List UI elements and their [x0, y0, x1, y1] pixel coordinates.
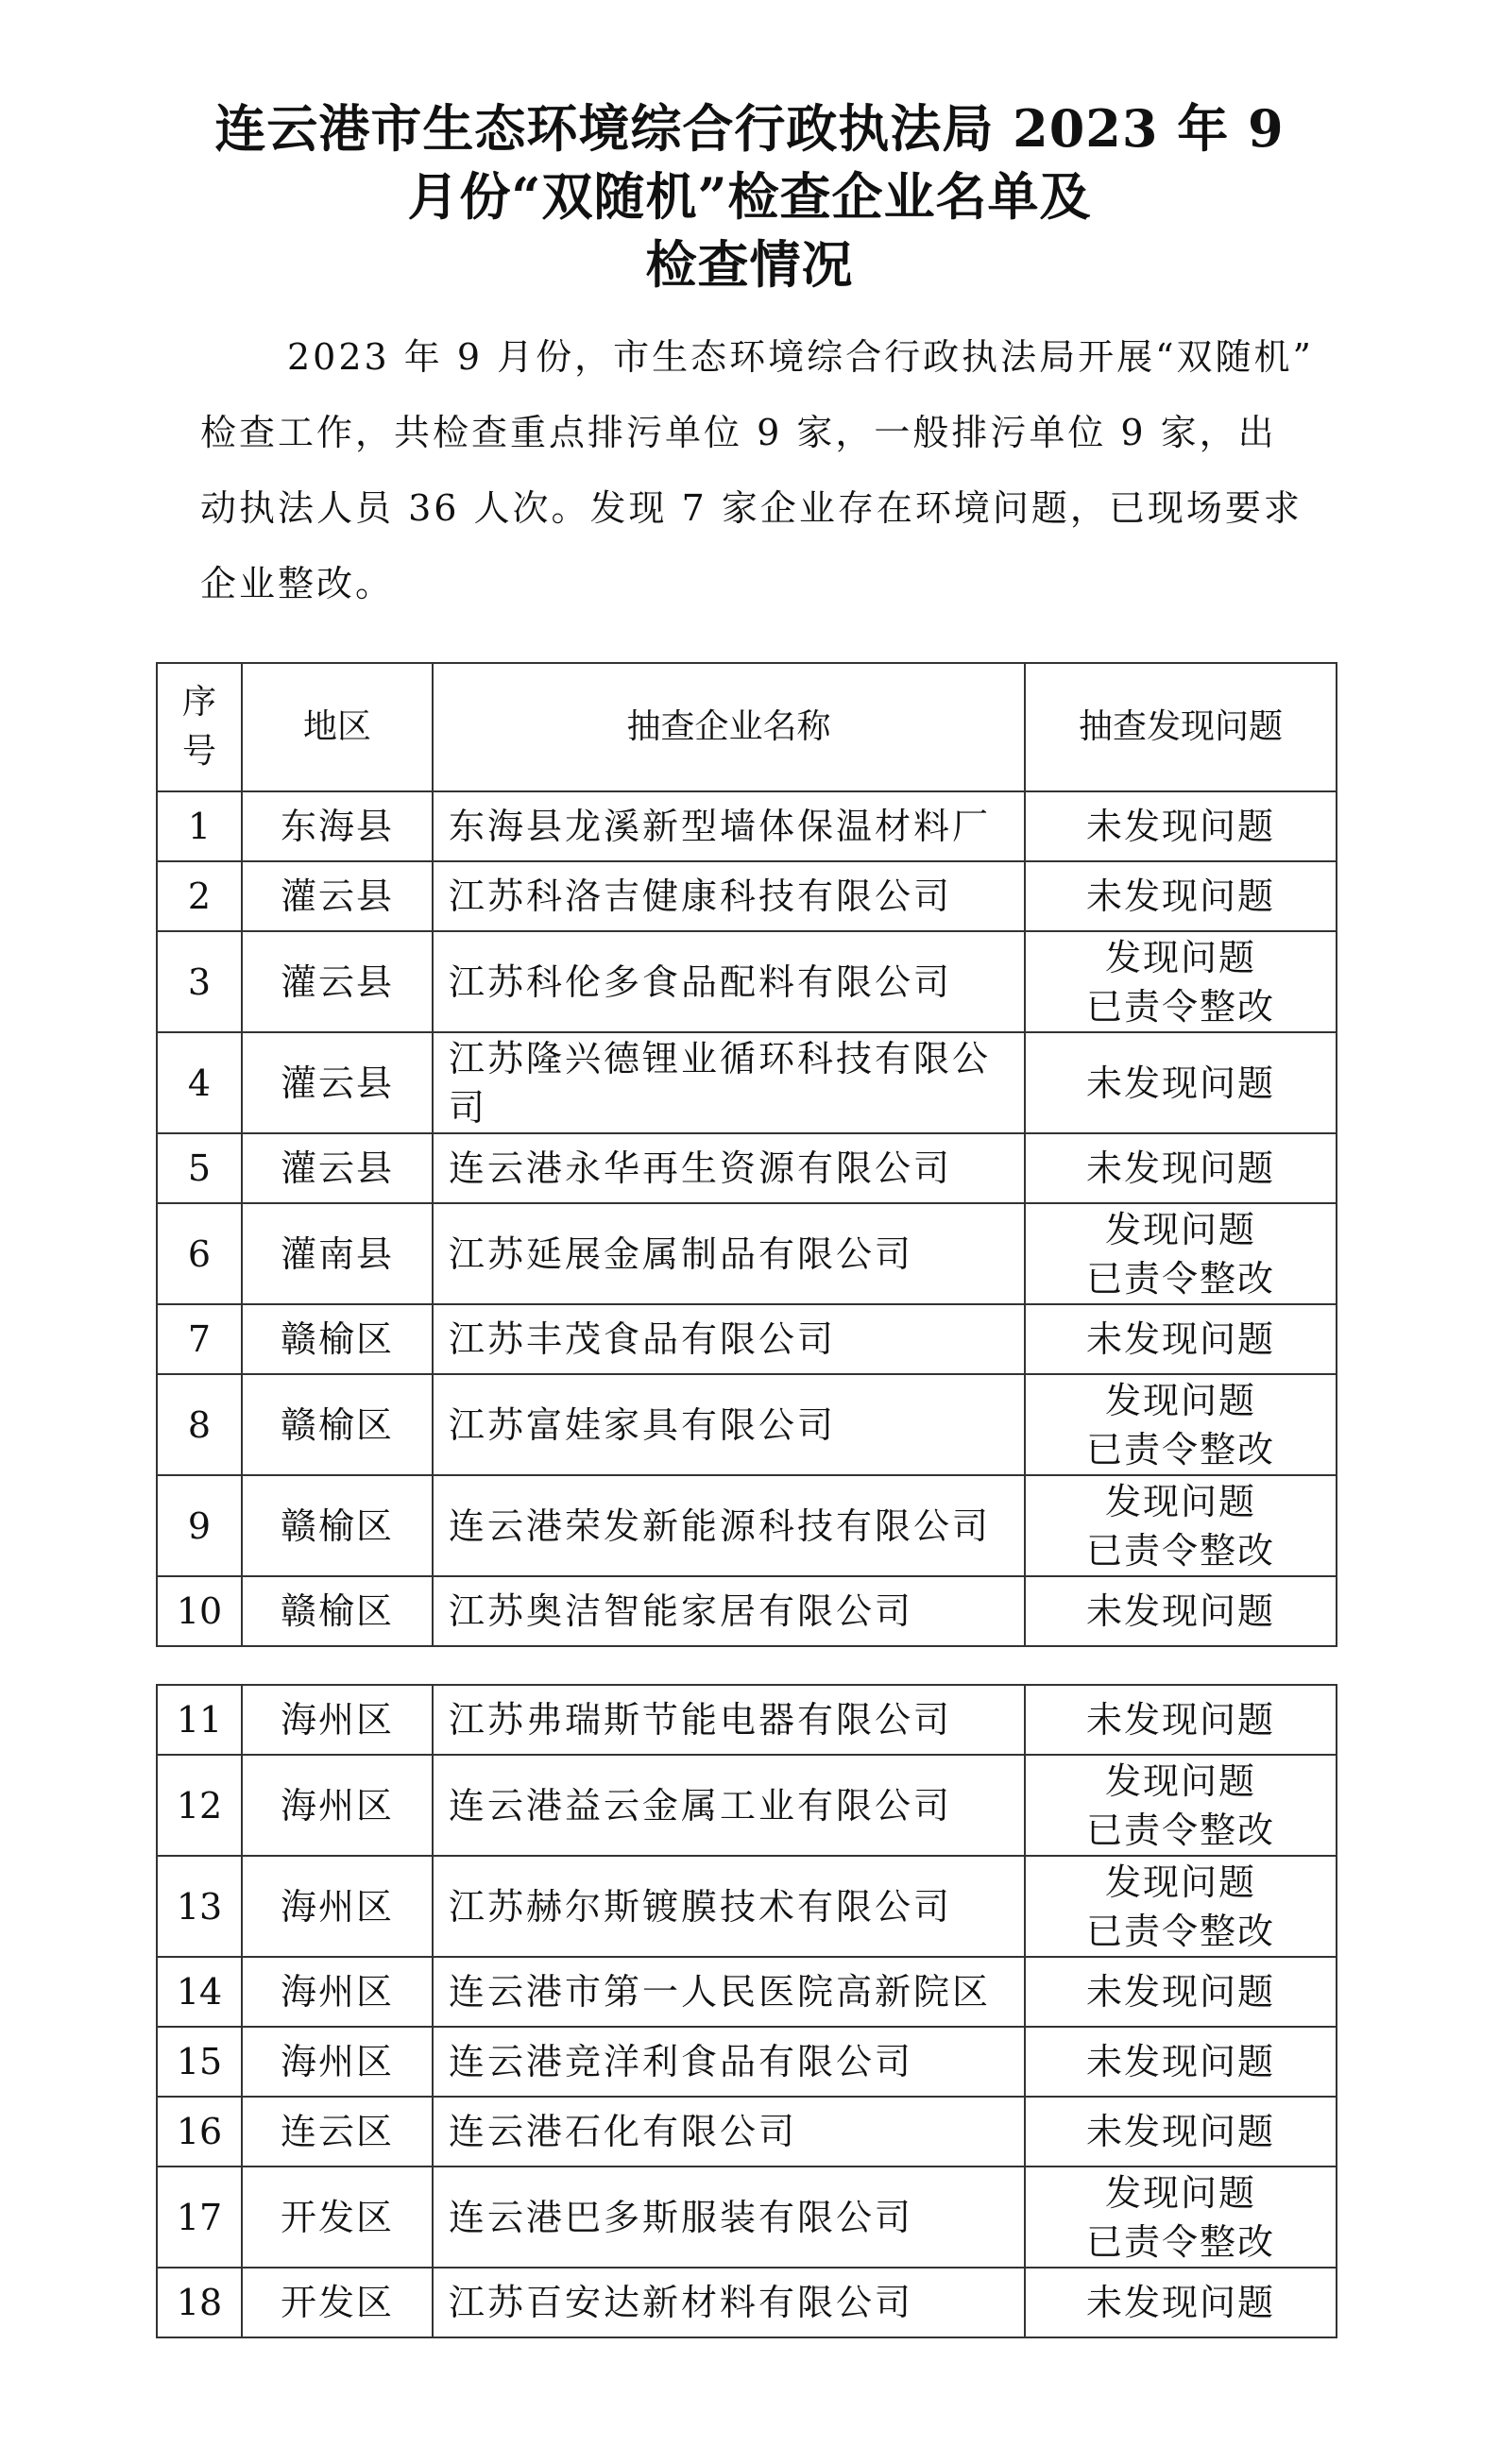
- result-line-2: 已责令整改: [1085, 1428, 1275, 1470]
- row-region: 赣榆区: [242, 1374, 433, 1475]
- row-company: [433, 1032, 1025, 1133]
- table-header-row: [157, 663, 1337, 791]
- row-result: 未发现问题: [1025, 791, 1337, 861]
- row-region: 连云区: [242, 2097, 433, 2167]
- header-company: 抽查企业名称: [433, 663, 1025, 791]
- summary-line-3: 动执法人员 36 人次。发现 7 家企业存在环境问题，已现场要求: [200, 487, 1303, 529]
- row-region: 赣榆区: [242, 1576, 433, 1646]
- row-result: [1025, 1203, 1337, 1304]
- row-company: 江苏富娃家具有限公司: [433, 1374, 1025, 1475]
- result-line-2: 已责令整改: [1085, 1910, 1275, 1952]
- header-seq-line-2: 号: [181, 732, 216, 771]
- table-row: [157, 1856, 1337, 1957]
- row-company: 连云港巴多斯服装有限公司: [433, 2167, 1025, 2268]
- row-company: 连云港市第一人民医院高新院区: [433, 1957, 1025, 2027]
- table-row: [157, 2167, 1337, 2268]
- row-result: 未发现问题: [1025, 1032, 1337, 1133]
- row-region: 开发区: [242, 2167, 433, 2268]
- result-line-2: 已责令整改: [1085, 985, 1275, 1028]
- row-region: 灌云县: [242, 1133, 433, 1203]
- row-region: 海州区: [242, 1755, 433, 1856]
- table-row: [157, 2268, 1337, 2337]
- table-row: [157, 2097, 1337, 2167]
- row-region: 灌云县: [242, 1032, 433, 1133]
- row-seq: 3: [157, 931, 242, 1032]
- header-seq: [157, 663, 242, 791]
- row-result: [1025, 2167, 1337, 2268]
- row-seq: 13: [157, 1856, 242, 1957]
- summary-line-4: 企业整改。: [200, 563, 395, 604]
- result-line-1: 发现问题: [1104, 936, 1256, 978]
- result-line-1: 发现问题: [1104, 2171, 1256, 2214]
- table-row: [157, 1374, 1337, 1475]
- table-row: [157, 1203, 1337, 1304]
- row-result: [1025, 1374, 1337, 1475]
- table-row: [157, 1685, 1337, 1755]
- row-company: 连云港竞洋利食品有限公司: [433, 2027, 1025, 2097]
- row-company: 江苏科伦多食品配料有限公司: [433, 931, 1025, 1032]
- row-result: 未发现问题: [1025, 2268, 1337, 2337]
- row-seq: 12: [157, 1755, 242, 1856]
- inspection-table-part-1: [156, 662, 1337, 1647]
- row-result: [1025, 1475, 1337, 1576]
- row-result: 未发现问题: [1025, 861, 1337, 931]
- row-company: 江苏赫尔斯镀膜技术有限公司: [433, 1856, 1025, 1957]
- row-company: 连云港永华再生资源有限公司: [433, 1133, 1025, 1203]
- row-company: 江苏丰茂食品有限公司: [433, 1304, 1025, 1374]
- title-line-3: 检查情况: [645, 234, 854, 295]
- summary-paragraph: [200, 319, 1315, 621]
- table-row: [157, 861, 1337, 931]
- row-region: 开发区: [242, 2268, 433, 2337]
- company-line-2: 司: [449, 1086, 488, 1129]
- row-seq: 7: [157, 1304, 242, 1374]
- table-row: [157, 1304, 1337, 1374]
- table-row: [157, 791, 1337, 861]
- row-company: 连云港益云金属工业有限公司: [433, 1755, 1025, 1856]
- result-line-2: 已责令整改: [1085, 1529, 1275, 1572]
- row-company: 江苏弗瑞斯节能电器有限公司: [433, 1685, 1025, 1755]
- row-company: 连云港荣发新能源科技有限公司: [433, 1475, 1025, 1576]
- row-region: 灌云县: [242, 931, 433, 1032]
- row-result: 未发现问题: [1025, 1576, 1337, 1646]
- company-line-1: 江苏隆兴德锂业循环科技有限公: [449, 1037, 992, 1079]
- summary-line-2: 检查工作，共检查重点排污单位 9 家，一般排污单位 9 家，出: [200, 412, 1277, 453]
- result-line-2: 已责令整改: [1085, 1809, 1275, 1851]
- result-line-2: 已责令整改: [1085, 1257, 1275, 1300]
- row-result: 未发现问题: [1025, 1957, 1337, 2027]
- row-result: 未发现问题: [1025, 2027, 1337, 2097]
- table-row: [157, 1475, 1337, 1576]
- row-seq: 1: [157, 791, 242, 861]
- row-company: 江苏百安达新材料有限公司: [433, 2268, 1025, 2337]
- header-result: 抽查发现问题: [1025, 663, 1337, 791]
- row-seq: 11: [157, 1685, 242, 1755]
- row-seq: 18: [157, 2268, 242, 2337]
- table-row: [157, 1133, 1337, 1203]
- row-region: 赣榆区: [242, 1475, 433, 1576]
- row-region: 海州区: [242, 2027, 433, 2097]
- row-company: 江苏延展金属制品有限公司: [433, 1203, 1025, 1304]
- table-row: [157, 1957, 1337, 2027]
- result-line-1: 发现问题: [1104, 1861, 1256, 1903]
- row-result: 未发现问题: [1025, 1133, 1337, 1203]
- row-region: 灌南县: [242, 1203, 433, 1304]
- table-row: [157, 1032, 1337, 1133]
- table-row: [157, 1576, 1337, 1646]
- row-seq: 10: [157, 1576, 242, 1646]
- row-seq: 2: [157, 861, 242, 931]
- row-seq: 9: [157, 1475, 242, 1576]
- row-seq: 17: [157, 2167, 242, 2268]
- row-seq: 4: [157, 1032, 242, 1133]
- row-region: 海州区: [242, 1685, 433, 1755]
- row-result: [1025, 1856, 1337, 1957]
- row-region: 灌云县: [242, 861, 433, 931]
- row-result: 未发现问题: [1025, 1304, 1337, 1374]
- result-line-1: 发现问题: [1104, 1208, 1256, 1250]
- row-seq: 16: [157, 2097, 242, 2167]
- row-seq: 5: [157, 1133, 242, 1203]
- title-line-1: 连云港市生态环境综合行政执法局 2023 年 9: [214, 98, 1285, 159]
- row-region: 东海县: [242, 791, 433, 861]
- row-result: 未发现问题: [1025, 2097, 1337, 2167]
- header-region: 地区: [242, 663, 433, 791]
- result-line-1: 发现问题: [1104, 1379, 1256, 1421]
- row-region: 海州区: [242, 1856, 433, 1957]
- row-seq: 8: [157, 1374, 242, 1475]
- title-line-2: 月份“双随机”检查企业名单及: [407, 166, 1092, 227]
- result-line-1: 发现问题: [1104, 1480, 1256, 1522]
- header-seq-line-1: 序: [181, 683, 216, 722]
- row-seq: 6: [157, 1203, 242, 1304]
- row-region: 赣榆区: [242, 1304, 433, 1374]
- row-region: 海州区: [242, 1957, 433, 2027]
- table-row: [157, 2027, 1337, 2097]
- result-line-2: 已责令整改: [1085, 2220, 1275, 2263]
- row-seq: 15: [157, 2027, 242, 2097]
- row-seq: 14: [157, 1957, 242, 2027]
- table-row: [157, 931, 1337, 1032]
- summary-line-1: 2023 年 9 月份，市生态环境综合行政执法局开展“双随机”: [287, 336, 1314, 378]
- row-result: 未发现问题: [1025, 1685, 1337, 1755]
- result-line-1: 发现问题: [1104, 1759, 1256, 1802]
- table-row: [157, 1755, 1337, 1856]
- row-company: 连云港石化有限公司: [433, 2097, 1025, 2167]
- document-title: [0, 94, 1499, 298]
- row-company: 东海县龙溪新型墙体保温材料厂: [433, 791, 1025, 861]
- row-result: [1025, 931, 1337, 1032]
- row-result: [1025, 1755, 1337, 1856]
- row-company: 江苏科洛吉健康科技有限公司: [433, 861, 1025, 931]
- inspection-table-part-2: [156, 1684, 1337, 2338]
- row-company: 江苏奥洁智能家居有限公司: [433, 1576, 1025, 1646]
